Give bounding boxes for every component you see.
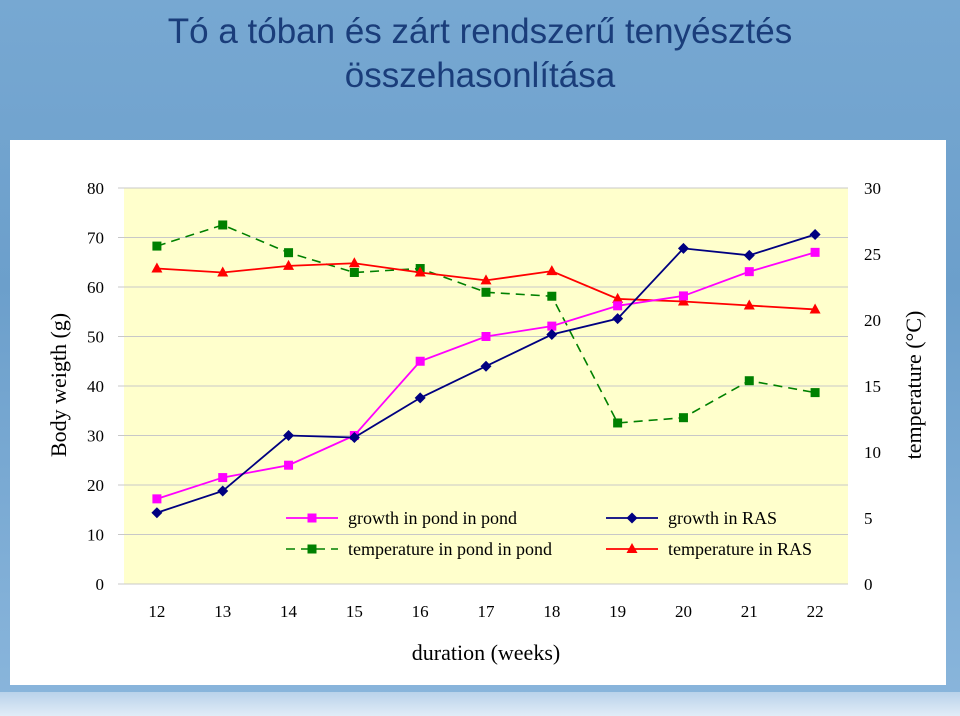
y-tick-label: 60: [87, 278, 104, 297]
data-point: [416, 357, 425, 366]
legend-label: growth in pond in pond: [348, 508, 517, 528]
data-point: [284, 461, 293, 470]
data-point: [745, 376, 754, 385]
right-axis-ticks: [864, 179, 881, 594]
y-tick-label: 0: [95, 575, 104, 594]
x-tick-label: 18: [543, 602, 561, 621]
data-point: [152, 494, 161, 503]
y2-tick-label: 10: [864, 443, 881, 462]
data-point: [811, 248, 820, 257]
data-point: [679, 291, 688, 300]
legend-marker: [308, 545, 317, 554]
y-tick-label: 20: [87, 476, 104, 495]
y2-tick-label: 30: [864, 179, 881, 198]
slide-title-line-1: Tó a tóban és zárt rendszerű tenyésztés: [167, 12, 793, 51]
y2-tick-label: 0: [864, 575, 873, 594]
data-point: [613, 301, 622, 310]
data-point: [350, 268, 359, 277]
y-tick-label: 80: [87, 179, 104, 198]
x-tick-label: 14: [280, 602, 298, 621]
y2-axis-title: temperature (°C): [901, 310, 926, 460]
data-point: [679, 413, 688, 422]
x-tick-label: 12: [148, 602, 166, 621]
legend-label: temperature in pond in pond: [348, 539, 552, 559]
x-axis-ticks: [148, 602, 823, 621]
y2-tick-label: 15: [864, 377, 881, 396]
x-tick-label: 19: [609, 602, 627, 621]
data-point: [218, 473, 227, 482]
legend-marker: [308, 514, 317, 523]
y-tick-label: 70: [87, 228, 104, 248]
data-point: [218, 220, 227, 229]
data-point: [152, 242, 161, 251]
left-axis-ticks: [87, 179, 104, 594]
data-point: [284, 248, 293, 257]
data-point: [613, 418, 622, 427]
data-point: [811, 388, 820, 397]
x-tick-label: 22: [806, 602, 824, 621]
y-axis-title: Body weigth (g): [46, 312, 71, 458]
y2-tick-label: 20: [864, 311, 881, 330]
y-tick-label: 50: [87, 327, 104, 347]
legend-label: temperature in RAS: [668, 539, 812, 559]
data-point: [745, 267, 754, 276]
x-tick-label: 16: [411, 602, 429, 621]
x-axis-title: duration (weeks): [411, 640, 561, 665]
y-tick-label: 40: [87, 377, 104, 396]
x-tick-label: 15: [345, 602, 363, 621]
legend-label: growth in RAS: [668, 508, 778, 528]
y-tick-label: 10: [87, 525, 104, 545]
slide-title-line-2: összehasonlítása: [344, 56, 616, 95]
x-tick-label: 21: [740, 602, 758, 621]
y-tick-label: 30: [87, 426, 104, 446]
y2-tick-label: 25: [864, 245, 881, 264]
x-tick-label: 13: [214, 602, 232, 621]
x-tick-label: 17: [477, 602, 495, 621]
y2-tick-label: 5: [864, 509, 873, 528]
data-point: [547, 292, 556, 301]
data-point: [482, 288, 491, 297]
x-tick-label: 20: [674, 602, 692, 621]
data-point: [482, 332, 491, 341]
